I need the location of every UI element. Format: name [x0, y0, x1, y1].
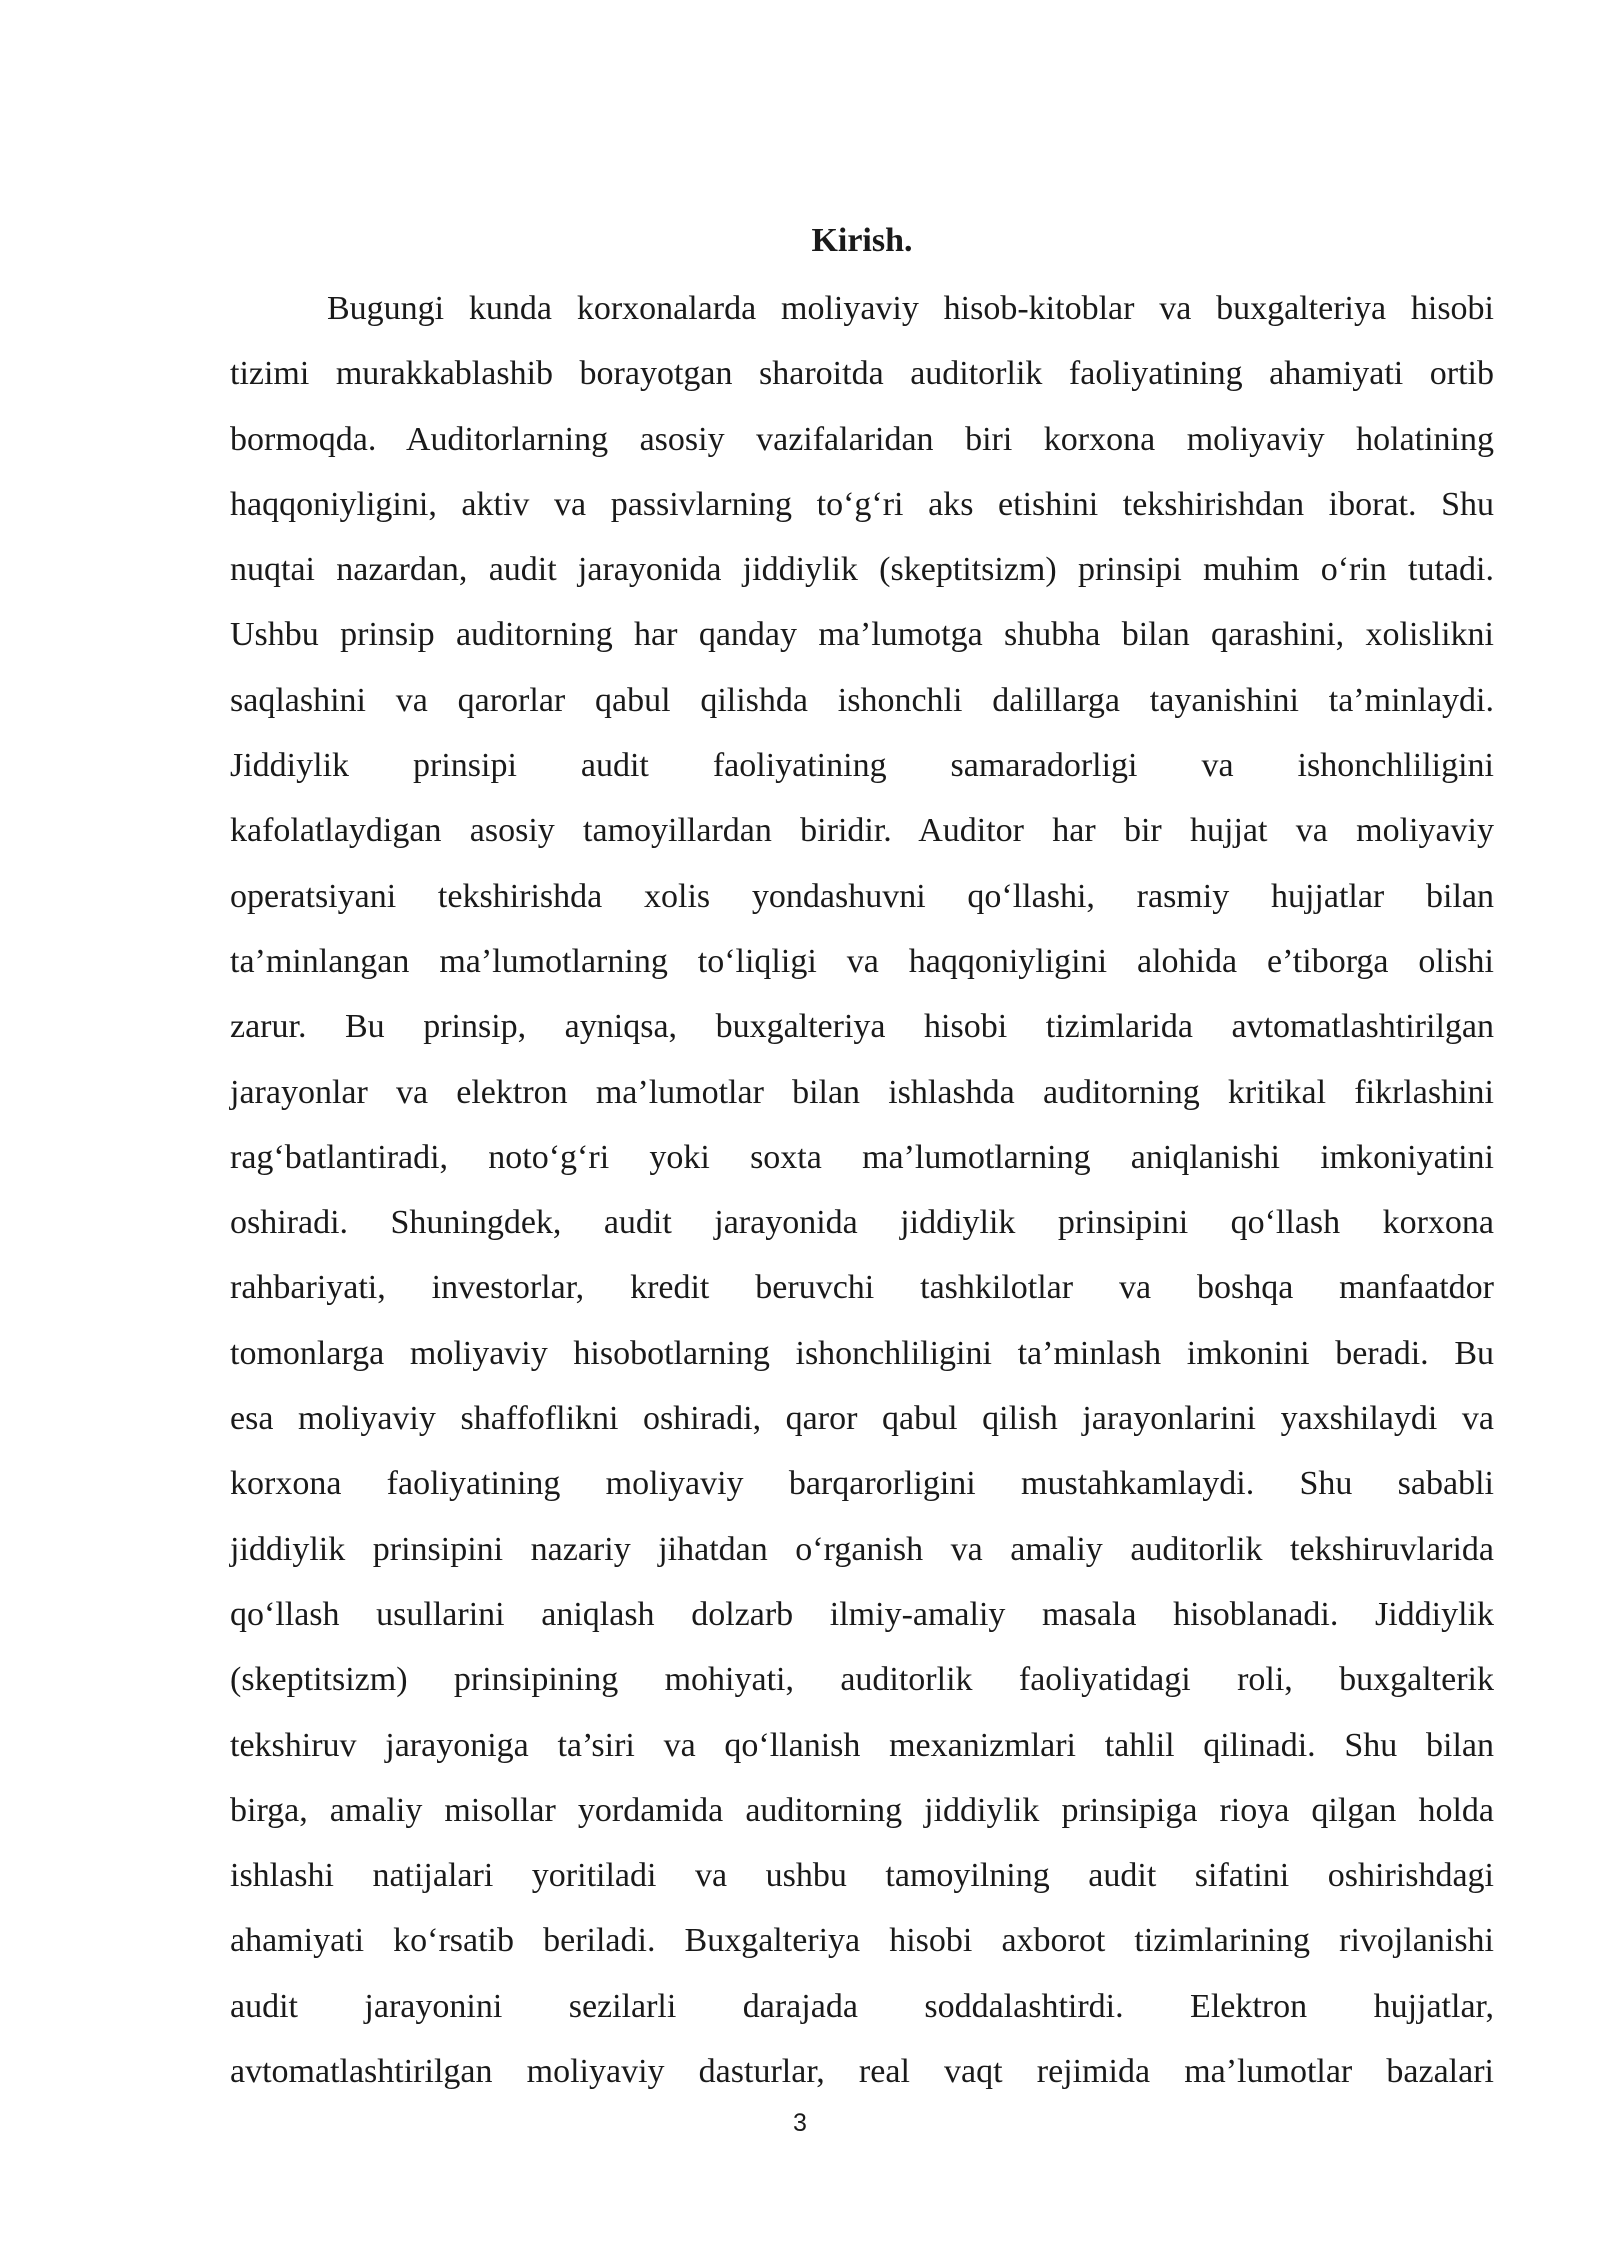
paragraph-line: audit jarayonini sezilarli darajada soddalashtirdi. Elektron hujjatlar,	[230, 1987, 1494, 2025]
body-paragraph	[230, 276, 1494, 2104]
paragraph-line: birga, amaliy misollar yordamida auditorning jiddiylik prinsipiga rioya qilgan holda	[230, 1791, 1494, 1829]
paragraph-line: jiddiylik prinsipini nazariy jihatdan o‘rganish va amaliy auditorlik tekshiruvlarida	[230, 1530, 1494, 1568]
paragraph-line: nuqtai nazardan, audit jarayonida jiddiylik (skeptitsizm) prinsipi muhim o‘rin tutadi.	[230, 551, 1494, 589]
page-number: 3	[793, 2109, 807, 2137]
paragraph-line: qo‘llash usullarini aniqlash dolzarb ilmiy-amaliy masala hisoblanadi. Jiddiylik	[230, 1595, 1494, 1633]
paragraph-line: saqlashini va qarorlar qabul qilishda ishonchli dalillarga tayanishini ta’minlaydi.	[230, 681, 1494, 719]
paragraph-line: haqqoniyligini, aktiv va passivlarning to‘g‘ri aks etishini tekshirishdan iborat. Shu	[230, 485, 1494, 523]
paragraph-line: tizimi murakkablashib borayotgan sharoitda auditorlik faoliyatining ahamiyati ortib	[230, 355, 1494, 393]
paragraph-line: kafolatlaydigan asosiy tamoyillardan biridir. Auditor har bir hujjat va moliyaviy	[230, 812, 1494, 850]
paragraph-line: zarur. Bu prinsip, ayniqsa, buxgalteriya hisobi tizimlarida avtomatlashtirilgan	[230, 1008, 1494, 1046]
paragraph-line: korxona faoliyatining moliyaviy barqarorligini mustahkamlaydi. Shu sababli	[230, 1465, 1494, 1503]
paragraph-line: Ushbu prinsip auditorning har qanday ma’lumotga shubha bilan qarashini, xolislikni	[230, 616, 1494, 654]
paragraph-line: avtomatlashtirilgan moliyaviy dasturlar, real vaqt rejimida ma’lumotlar bazalari	[230, 2053, 1494, 2091]
paragraph-line: ishlashi natijalari yoritiladi va ushbu tamoyilning audit sifatini oshirishdagi	[230, 1857, 1494, 1895]
paragraph-line: bormoqda. Auditorlarning asosiy vazifalaridan biri korxona moliyaviy holatining	[230, 420, 1494, 458]
paragraph-line: esa moliyaviy shaffoflikni oshiradi, qaror qabul qilish jarayonlarini yaxshilaydi va	[230, 1400, 1494, 1438]
paragraph-line: tomonlarga moliyaviy hisobotlarning ishonchliligini ta’minlash imkonini beradi. Bu	[230, 1334, 1494, 1372]
paragraph-line: oshiradi. Shuningdek, audit jarayonida jiddiylik prinsipini qo‘llash korxona	[230, 1204, 1494, 1242]
paragraph-line: jarayonlar va elektron ma’lumotlar bilan ishlashda auditorning kritikal fikrlashini	[230, 1073, 1494, 1111]
paragraph-line: tekshiruv jarayoniga ta’siri va qo‘llanish mexanizmlari tahlil qilinadi. Shu bilan	[230, 1726, 1494, 1764]
section-heading: Kirish.	[811, 222, 913, 259]
paragraph-line: rahbariyati, investorlar, kredit beruvchi tashkilotlar va boshqa manfaatdor	[230, 1269, 1494, 1307]
paragraph-line: (skeptitsizm) prinsipining mohiyati, auditorlik faoliyatidagi roli, buxgalterik	[230, 1661, 1494, 1699]
paragraph-line: Jiddiylik prinsipi audit faoliyatining samaradorligi va ishonchliligini	[230, 747, 1494, 785]
paragraph-line: ta’minlangan ma’lumotlarning to‘liqligi va haqqoniyligini alohida e’tiborga olishi	[230, 942, 1494, 980]
paragraph-line: operatsiyani tekshirishda xolis yondashuvni qo‘llashi, rasmiy hujjatlar bilan	[230, 877, 1494, 915]
paragraph-line: ahamiyati ko‘rsatib beriladi. Buxgalteriya hisobi axborot tizimlarining rivojlanishi	[230, 1922, 1494, 1960]
paragraph-line: rag‘batlantiradi, noto‘g‘ri yoki soxta ma’lumotlarning aniqlanishi imkoniyatini	[230, 1138, 1494, 1176]
paragraph-line: Bugungi kunda korxonalarda moliyaviy hisob-kitoblar va buxgalteriya hisobi	[327, 290, 1494, 327]
